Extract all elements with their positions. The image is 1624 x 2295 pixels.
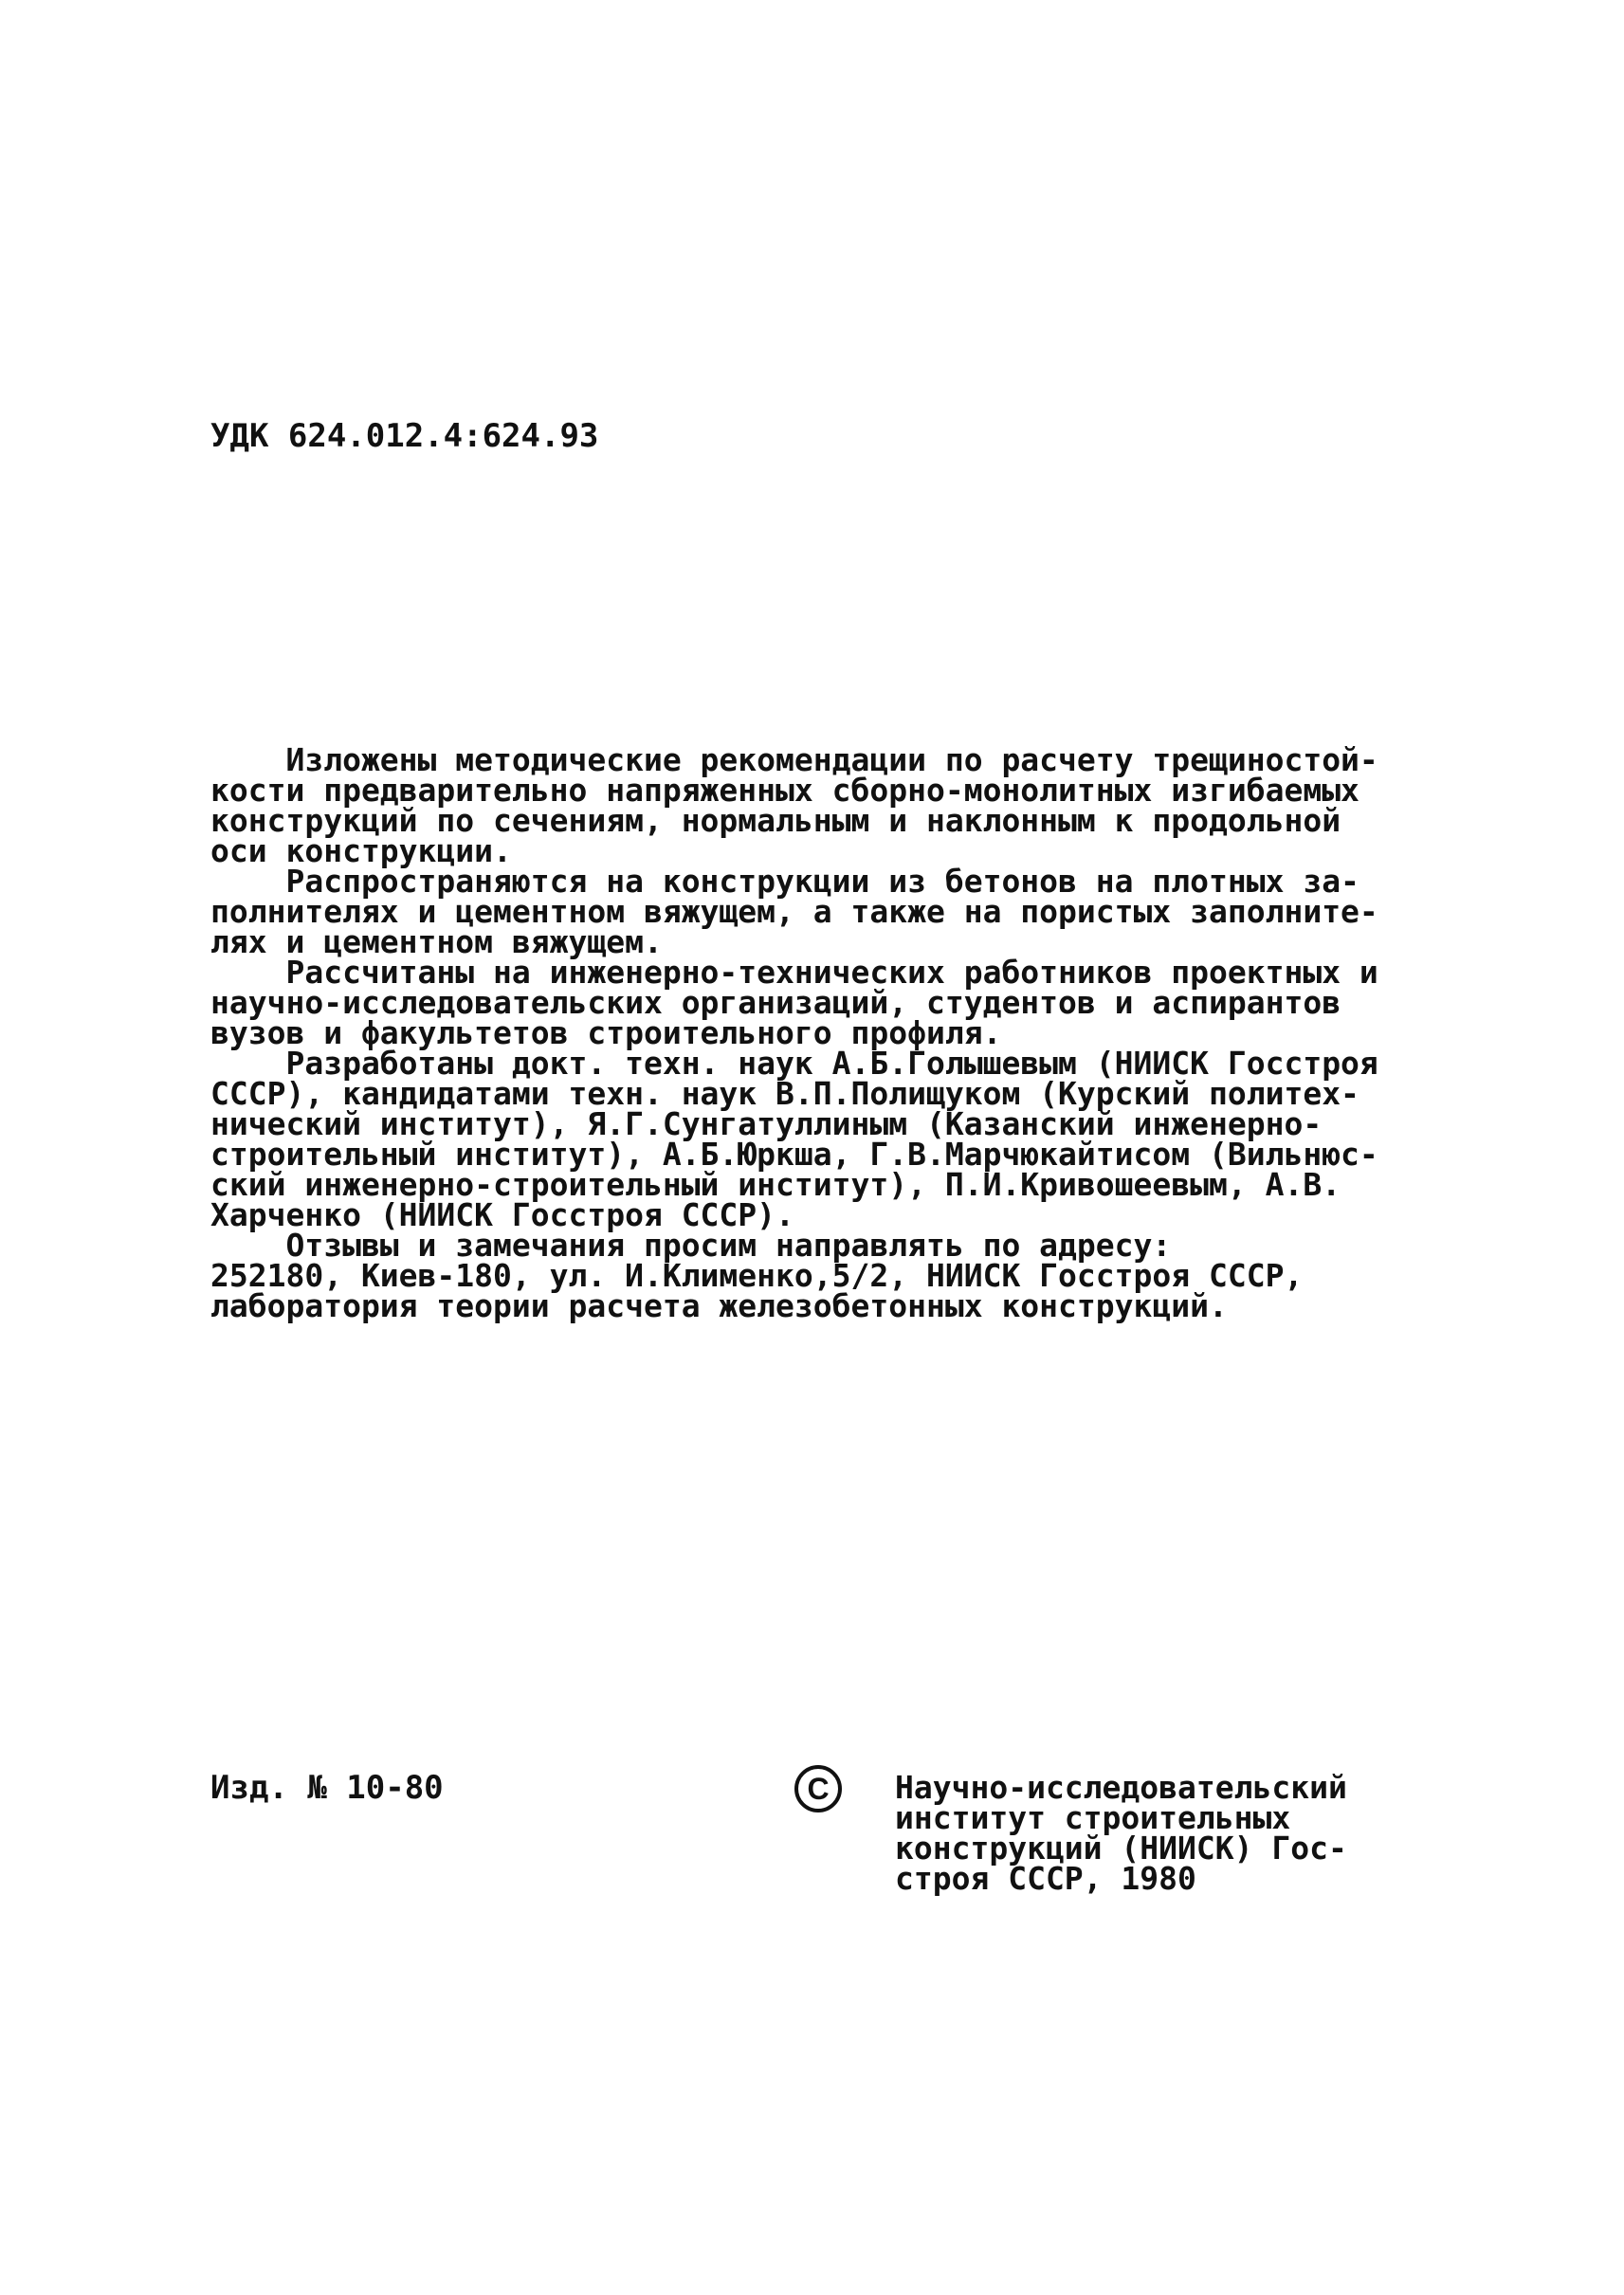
abstract-line: СССР), кандидатами техн. наук В.П.Полищуком (Курский политех- (210, 1075, 1359, 1112)
abstract-line: Харченко (НИИСК Госстроя СССР). (210, 1196, 794, 1233)
abstract-line: конструкций по сечениям, нормальным и наклонным к продольной (210, 802, 1341, 839)
abstract-line: вузов и факультетов строительного профиля. (210, 1014, 1002, 1051)
abstract-line: ский инженерно-строительный институт), П.И.Кривошеевым, А.В. (210, 1166, 1341, 1203)
abstract-line: полнителях и цементном вяжущем, а также на пористых заполните- (210, 893, 1378, 930)
abstract-line: Отзывы и замечания просим направлять по адресу: (210, 1227, 1172, 1264)
publisher-line: строя СССР, 1980 (895, 1860, 1196, 1897)
abstract-line: Распространяются на конструкции из бетонов на плотных за- (210, 863, 1359, 900)
abstract-line: нический институт), Я.Г.Сунгатуллиным (Казанский инженерно- (210, 1105, 1323, 1142)
abstract-line: лаборатория теории расчета железобетонных конструкций. (210, 1287, 1228, 1324)
abstract-line: Изложены методические рекомендации по расчету трещиностой- (210, 741, 1378, 778)
abstract-line: строительный институт), А.Б.Юркша, Г.В.Марчюкайтисом (Вильнюс- (210, 1136, 1378, 1173)
abstract-line: Рассчитаны на инженерно-технических работников проектных и (210, 954, 1378, 991)
abstract-line: кости предварительно напряженных сборно-монолитных изгибаемых (210, 772, 1359, 809)
edition-number: Изд. № 10-80 (210, 1769, 444, 1807)
abstract-line: 252180, Киев-180, ул. И.Клименко,5/2, НИИСК Госстроя СССР, (210, 1257, 1304, 1294)
abstract-line: лях и цементном вяжущем. (210, 923, 663, 960)
udk-code: УДК 624.012.4:624.93 (210, 417, 599, 455)
abstract-line: оси конструкции. (210, 832, 512, 869)
copyright-icon: C (794, 1765, 842, 1812)
publisher-line: Научно-исследовательский (895, 1769, 1347, 1806)
publisher-info (895, 1769, 1426, 1897)
abstract-line: научно-исследовательских организаций, студентов и аспирантов (210, 984, 1341, 1021)
publisher-line: конструкций (НИИСК) Гос- (895, 1830, 1347, 1867)
abstract-line: Разработаны докт. техн. наук А.Б.Голышевым (НИИСК Госстроя (210, 1045, 1378, 1082)
abstract-text (210, 741, 1462, 1324)
publisher-line: институт строительных (895, 1799, 1291, 1836)
